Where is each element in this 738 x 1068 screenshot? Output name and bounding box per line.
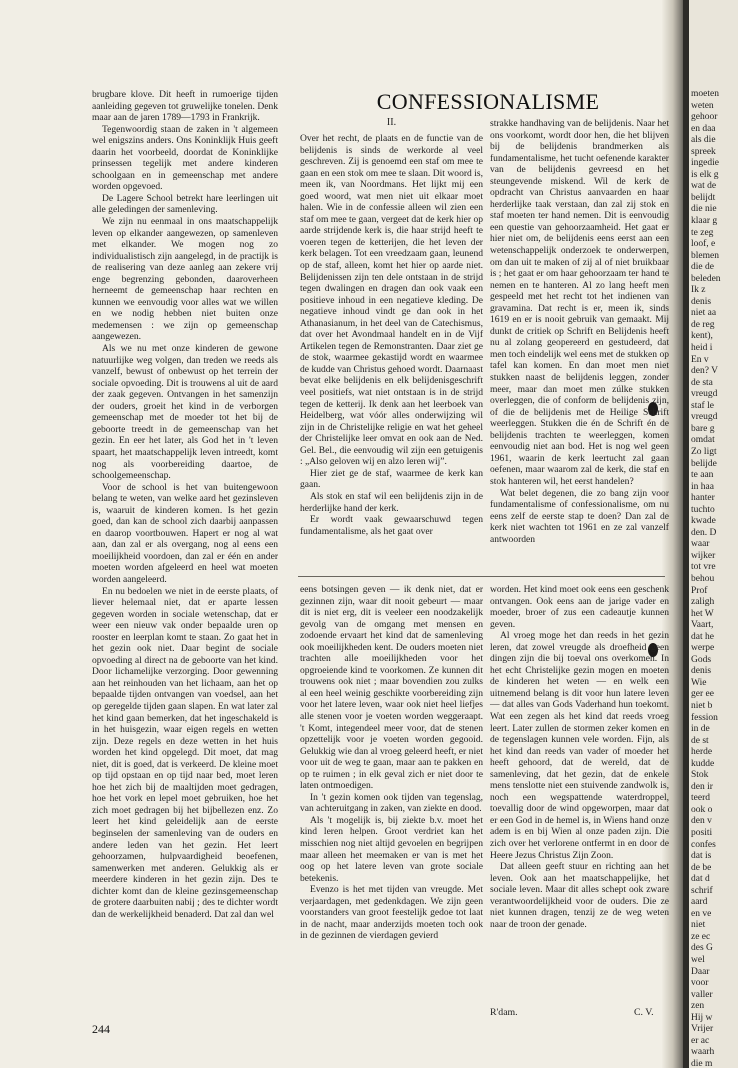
facing-page-fragment: het W [691,608,714,619]
facing-page-fragment: wijker [691,550,716,561]
facing-page-fragment: ger ee [691,689,714,700]
facing-page-fragment: den ir [691,781,713,792]
page-number: 244 [92,1022,110,1036]
facing-page-fragment: die m [691,1058,713,1068]
paragraph: Hier ziet ge de staf, waarmee de kerk kan gaan. [300,467,483,491]
facing-page-fragment: dat he [691,631,714,642]
facing-page-fragment: te aan [691,470,714,481]
facing-page-fragment: hanter [691,493,715,504]
paragraph: eens botsingen geven — ik denk niet, dat er gezinnen zijn, waar dit nooit gebeurt — maar dit is niet erg, dit is veeleer een noodzakelijk gevolg van de omgang met mensen en zodoende ervaart het kind dat de samenleving ook moeilijkheden kent. De ouders moeten niet trachten alle moeilijkheden voor het opgroeiende kind te voorkomen. Ze kunnen dit trouwens ook niet ; maar bovendien zou zulks al een heel weinig geschikte voorbereiding zijn voor het latere leven, waar ook niet heel liefjes alle stenen voor je voeten worden weggeraapt. 't Komt, integendeel meer voor, dat de stenen opzettelijk voor je voeten worden gegooid. Gelukkig wie dan al vroeg geleerd heeft, er niet voor uit de weg te gaan, maar aan te pakken en op te ruimen ; in elk geval zich er niet door te laten ontmoedigen. [300,584,483,792]
facing-page-fragment: blemen [691,250,719,261]
facing-page-fragment: zen [691,1001,705,1012]
facing-page-fragment: teerd [691,793,710,804]
facing-page-fragment: aard [691,897,708,908]
facing-page-fragment: den v [691,816,712,827]
signature-place: R'dam. [490,1007,518,1018]
facing-page-fragment: kent), [691,331,713,342]
facing-page-fragment: fession [691,712,718,723]
paragraph: worden. Het kind moet ook eens een geschenk ontvangen. Ook eens aan de jarige vader en moeder, broer of zus een cadeautje kunnen geven. [490,584,669,630]
paragraph: In 't gezin komen ook tijden van tegenslag, van achteruitgang in zaken, van ziekte en dood. [300,791,483,815]
facing-page-fragment: niet [691,920,706,931]
column-2 [300,133,483,537]
paragraph: We zijn nu eenmaal in ons maatschappelijk leven op elkander aangewezen, op samenleven met elkander. We mogen nog zo individualistisch zijn aangelegd, in de practijk is de realisering van deze aanleg aan zekere vrij enge begrenzing gebonden, daaroverheen herneemt de gemeenschap haar rechten en kunnen we eenvoudig voor alles wat we willen en we nodig hebben niet buiten onze medemensen : we zijn op gemeenschap aangewezen. [92,216,278,343]
paragraph: Wat belet degenen, die zo bang zijn voor fundamentalisme of confessionalisme, om nu eens zelf de eerste stap te doen? Dan zal de kerk niet wachten tot 1961 en ze zal vanzelf antwoorden [490,487,669,545]
facing-page-fragment: weten [691,100,714,111]
facing-page-fragment: de be [691,862,712,873]
facing-page-fragment: in de [691,724,710,735]
paragraph: Als stok en staf wil een belijdenis zijn in de herderlijke hand der kerk. [300,490,483,514]
facing-page-fragment: die de [691,262,714,273]
column-1 [92,89,278,920]
facing-page-fragment: Hij w [691,1012,713,1023]
facing-page-fragment: des G [691,943,713,954]
facing-page-fragment: in haa [691,481,714,492]
facing-page-fragment: belijde [691,458,717,469]
facing-page-fragment: werpe [691,643,715,654]
facing-page-fragment: vreugd [691,389,718,400]
facing-page-fragment: Stok [691,770,709,781]
facing-page-fragment: herde [691,747,713,758]
facing-page-fragment: staf le [691,400,714,411]
facing-page-fragment: Zo ligt [691,446,717,457]
facing-page-fragment: den? V [691,366,718,377]
facing-page-fragment: te zeg [691,227,714,238]
paragraph: De Lagere School betrekt hare leerlingen uit alle geledingen der samenleving. [92,192,278,216]
facing-page-fragment: den. D [691,527,717,538]
facing-page-fragment: de st [691,735,709,746]
facing-page-fragment: spreek [691,146,716,157]
facing-page-text [689,89,721,1068]
facing-page-fragment: de sta [691,377,713,388]
paragraph: brugbare klove. Dit heeft in rumoerige tijden aanleiding gegeven tot gruwelijke tonelen. Denk maar aan de jaren 1789—1793 in Frankrijk. [92,89,278,124]
facing-page-fragment: is elk g [691,169,719,180]
facing-page-fragment: moeten [691,89,719,99]
paragraph: Al vroeg moge het dan reeds in het gezin leren, dat zowel vreugde als droefheid geen dingen zijn die bij toeval ons overkomen. In het echt Christelijke gezin mogen en moeten de kinderen het weten — en welk een uitnemend belang is dit voor hun latere leven — dat alles van Gods Vaderhand hun toekomt. Wat een zegen als het kind dat reeds vroeg leert. Later zullen de stormen zeker komen en de tegenslagen kunnen vele worden. Fijn, als het kind dan reeds van vader of moeder het heeft gehoord, dat de wereld, dat de samenleving, dat het gezin, dat de enkele mens tenslotte niet een stuivende zandwolk is, noch een wegspattende waterdroppel, toevallig door de wind opgeworpen, maar dat er een God in de hemel is, in Wiens hand onze adem is en bij Wien al onze paden zijn. Die zich over het verlorene ontfermt in en door de Heere Jezus Christus Zijn Zoon. [490,630,669,861]
facing-page-fragment: als die [691,135,716,146]
facing-page-fragment: niet b [691,700,713,711]
article-title: CONFESSIONALISME [376,89,600,114]
paragraph: Dat alleen geeft stuur en richting aan het leven. Ook aan het maatschappelijke, het sociale leven. Maar dit alles schept ook zware verantwoordelijkheid voor de ouders. Die ze niet kunnen dragen, tenzij ze de weg weten naar de troon der genade. [490,861,669,930]
facing-page-fragment: Ik z [691,285,706,296]
paragraph: Als we nu met onze kinderen de gewone natuurlijke weg volgen, dan treden we reeds als vanzelf, bewust of onbewust op het terrein der sociale opvoeding. Dit is trouwens al uit de aard der zaak gegeven. Ontvangen in het samenzijn der ouders, groeit het kind in de verborgen gemeenschap met de moeder tot het bij de geboorte treedt in de gemeenschap van het gezin. En eer het later, als God het in 't leven spaart, het maatschappelijk leven intreedt, komt nog als voorbereiding daartoe, de schoolgemeenschap. [92,343,278,482]
paragraph: Voor de school is het van buitengewoon belang te weten, van welke aard het gezinsleven is, waaruit de kinderen komen. Is het gezin goed, dan kan de school zich daarbij aanpassen en daarop voortbouwen. Hapert er nog al wat aan, dan zal er als overgang, nog al eens een moeilijkheid voordoen, dan zal er één en ander moeten worden afgeleerd en heel wat moeten worden aangeleerd. [92,481,278,585]
facing-page-fragment: gehoor [691,112,718,123]
facing-page-fragment: en daa [691,123,716,134]
facing-page-fragment: vreugd [691,412,718,423]
facing-page-fragment: bare g [691,423,715,434]
paragraph: En nu bedoelen we niet in de eerste plaats, of liever helemaal niet, dat er aparte lessen gegeven worden in sociale wetenschap, dat er weer een nieuw vak onder bepaalde uren op rooster en leerplan komt te staan. Zo gaat het in het gezin ook niet. Daar begint de sociale opvoeding al direct na de geboorte van het kind. Door lichamelijke verzorging. Door gewenning aan het reinhouden van het lichaam, aan het op bepaalde tijden ontvangen van voedsel, aan het op geregelde tijden gaan slapen. En wat later zal het kind gaan bemerken, dat het ingeschakeld is in het huisgezin, waar eigen regels en wetten zijn. Deze regels en deze wetten in het huis worden het kind opgelegd. Dit moet, dat mag niet, dit is goed, dat is verkeerd. De kleine moet op tijd opstaan en op tijd naar bed, moet leren hoe het zich bij de maaltijden moet gedragen, hoe het vork en lepel moet gebruiken, hoe het zich moet gedragen bij het bijbellezen enz. Zo leert het kind geleidelijk aan de eerste beginselen der samenleving van de ouders en andere leden van het gezin. Het leert gehoorzamen, hulpvaardigheid beoefenen, samenwerken met anderen. Gelukkig als er meerdere kinderen in het gezin zijn. Des te dichter komt dan de kleine gezinsgemeenschap de grotere daarbuiten nabij ; des te dichter wordt dan de werkelijkheid benaderd. Dat zal dan wel [92,585,278,920]
facing-page-fragment: beleden [691,273,721,284]
facing-page-fragment: wat de [691,181,717,192]
facing-page-fragment: voor [691,978,709,989]
facing-page-fragment: ook o [691,804,713,815]
paragraph: Er wordt vaak gewaarschuwd tegen fundamentalisme, als het gaat over [300,514,483,537]
facing-page-fragment: er ac [691,1035,710,1046]
facing-page-fragment: waar [691,539,710,550]
facing-page-fragment: en ve [691,908,712,919]
facing-page-fragment: waarh [691,1047,715,1058]
facing-page-fragment: confes [691,839,716,850]
facing-page-fragment: kwade [691,516,716,527]
facing-page-fragment: schrif [691,885,713,896]
facing-page-fragment: Prof [691,585,708,596]
column-5 [490,584,669,930]
signature-initials: C. V. [634,1007,654,1018]
facing-page-fragment: valler [691,989,713,1000]
facing-page-fragment: dat d [691,874,710,885]
facing-page-fragment: Vrijer [691,1024,714,1035]
facing-page-fragment: tuchto [691,504,715,515]
facing-page-fragment: loof, e [691,239,716,250]
facing-page-fragment: niet aa [691,308,717,319]
paragraph: Over het recht, de plaats en de functie van de belijdenis is sinds de werkorde al veel geschreven. Zij is genoemd een staf om mee te gaan en een stok om mee te slaan. Dit woord is, meen ik, van Noordmans. Het lijkt mij een goed woord, wat men niet uit elkaar moet halen. Wie in de confessie alleen wil zien een staf om mee te gaan, vergeet dat de kerk hier op aarde strijdende kerk is, die haar strijd heeft te voeren tegen de ketterijen, die het leven der kerk belagen. Tot een vreedzaam gaan, leunend op de staf, alleen, komt het hier op aarde niet. Belijdenissen zijn ten dele ontstaan in de strijd tegen dwalingen en dragen dan ook vaak een positieve inhoud in een negatieve kleding. De negatieve inhoud vindt ge dan ook in het Athanasianum, in het deel van de Catechismus, dat over het Avondmaal handelt en in de Vijf Artikelen tegen de Remonstranten. Daar ziet ge de stok, waarmee gekastijd wordt en waarmee de kudde van Christus gehoed wordt. Daarnaast bevat elke belijdenis en elk belijdenisgeschrift veel positiefs, wat niet ontstaan is in de strijd tegen de ketterij. Ik denk aan het leerboek van Heidelberg, wat vóór alles onderwijzing wil zijn in de Christelijke religie en wat het geheel der Christelijke leer omvat en ook aan de Ned. Gel. Bel., die eenvoudig wil zijn een getuigenis : „Also geloven wij en alzo leren wij”. [300,133,483,468]
paragraph: Evenzo is het met tijden van vreugde. Met verjaardagen, met gedenkdagen. We zijn geen voorstanders van groot feestelijk gedoe tot laat in de nacht, maar anderzijds moeten toch ook in de gezinnen de vierdagen gevierd [300,884,483,942]
facing-page-fragment: tot vre [691,562,716,573]
column-3 [490,118,669,545]
facing-page-fragment: Daar [691,966,710,977]
facing-page-fragment: zaligh [691,597,715,608]
facing-page-fragment: ze ec [691,931,711,942]
paragraph: Als 't mogelijk is, bij ziekte b.v. moet het kind leren helpen. Groot verdriet kan het misschien nog niet altijd gevoelen en begrijpen maar alleen het meemaken er van is met het oog op het latere leven van grote sociale betekenis. [300,814,483,884]
column-4 [300,584,483,942]
facing-page-fragment: behou [691,573,715,584]
paragraph: Tegenwoordig staan de zaken in 't algemeen wel enigszins anders. Ons Koninklijk Huis geeft daarin het voorbeeld, doordat de Koninklijke prinsessen tegelijk met andere kinderen schoolgaan en in gemeenschap met andere worden opgevoed. [92,123,278,193]
paragraph: strakke handhaving van de belijdenis. Naar het ons voorkomt, wordt door hen, die het blijven bij de belijdenis brandmerken als fundamentalisme, het tucht oefenende karakter van de belijdenis gevreesd en het steungevende miskend. Wil de kerk de opdracht van Christus aanvaarden en haar herderlijke taak verstaan, dan zal zij stok en staf moeten ter hand nemen. Dit is eenvoudig een questie van gehoorzaamheid. Het gaat er hier niet om, de belijdenis eens eerst aan een wetenschappelijk onderzoek te onderwerpen, om dan uit te maken of zij al of niet bruikbaar is ; het gaat er om haar gehoorzaam ter hand te nemen en te hanteren. Al zo lang heeft men gespeeld met het recht tot het indienen van gravamina. Dat recht is er, meen ik, sinds 1619 en er is nooit gebruik van gemaakt. Mij dunkt de critiek op Schrift en Belijdenis heeft nu al zolang geopereerd en gestudeerd, dat men toch eindelijk wel eens met de stukken op tafel kan komen. En dan moet men niet stukken naast de belijdenis leggen, zonder meer, maar dan moet men zúlke stukken overleggen, die of conform de belijdenis zijn, of die de belijdenis met de Heilige Schrift weerleggen. Stukken die én de Schrift én de belijdenis trachten te weerleggen, komen eenvoudig niet aan bod. Het is nog wel geen 1961, waarin de kerk leertucht zal gaan oefenen, maar waarom zal de kerk, die staf en stok hanteren wil, het eerst handelen? [490,118,669,487]
facing-page-fragment: denis [691,666,712,677]
facing-page-fragment: belijdt [691,192,716,203]
facing-page-fragment: dat is [691,851,712,862]
facing-page-fragment: ingedie [691,158,719,169]
facing-page-fragment: Gods [691,654,712,665]
facing-page-fragment: de reg [691,319,715,330]
facing-page-fragment: kudde [691,758,715,769]
section-number: II. [386,117,397,128]
facing-page-fragment: klaar g [691,216,718,227]
facing-page-fragment: wel [691,955,705,966]
facing-page-fragment: heid i [691,343,713,354]
facing-page-fragment: denis [691,296,712,307]
facing-page-strip [689,0,738,1068]
facing-page-fragment: positi [691,828,713,838]
facing-page-fragment: die nie [691,204,717,215]
facing-page-fragment: omdat [691,435,715,446]
column-divider [298,576,665,577]
facing-page-fragment: Wie [691,677,707,688]
facing-page-fragment: En v [691,354,709,365]
facing-page-fragment: Vaart, [691,620,714,631]
